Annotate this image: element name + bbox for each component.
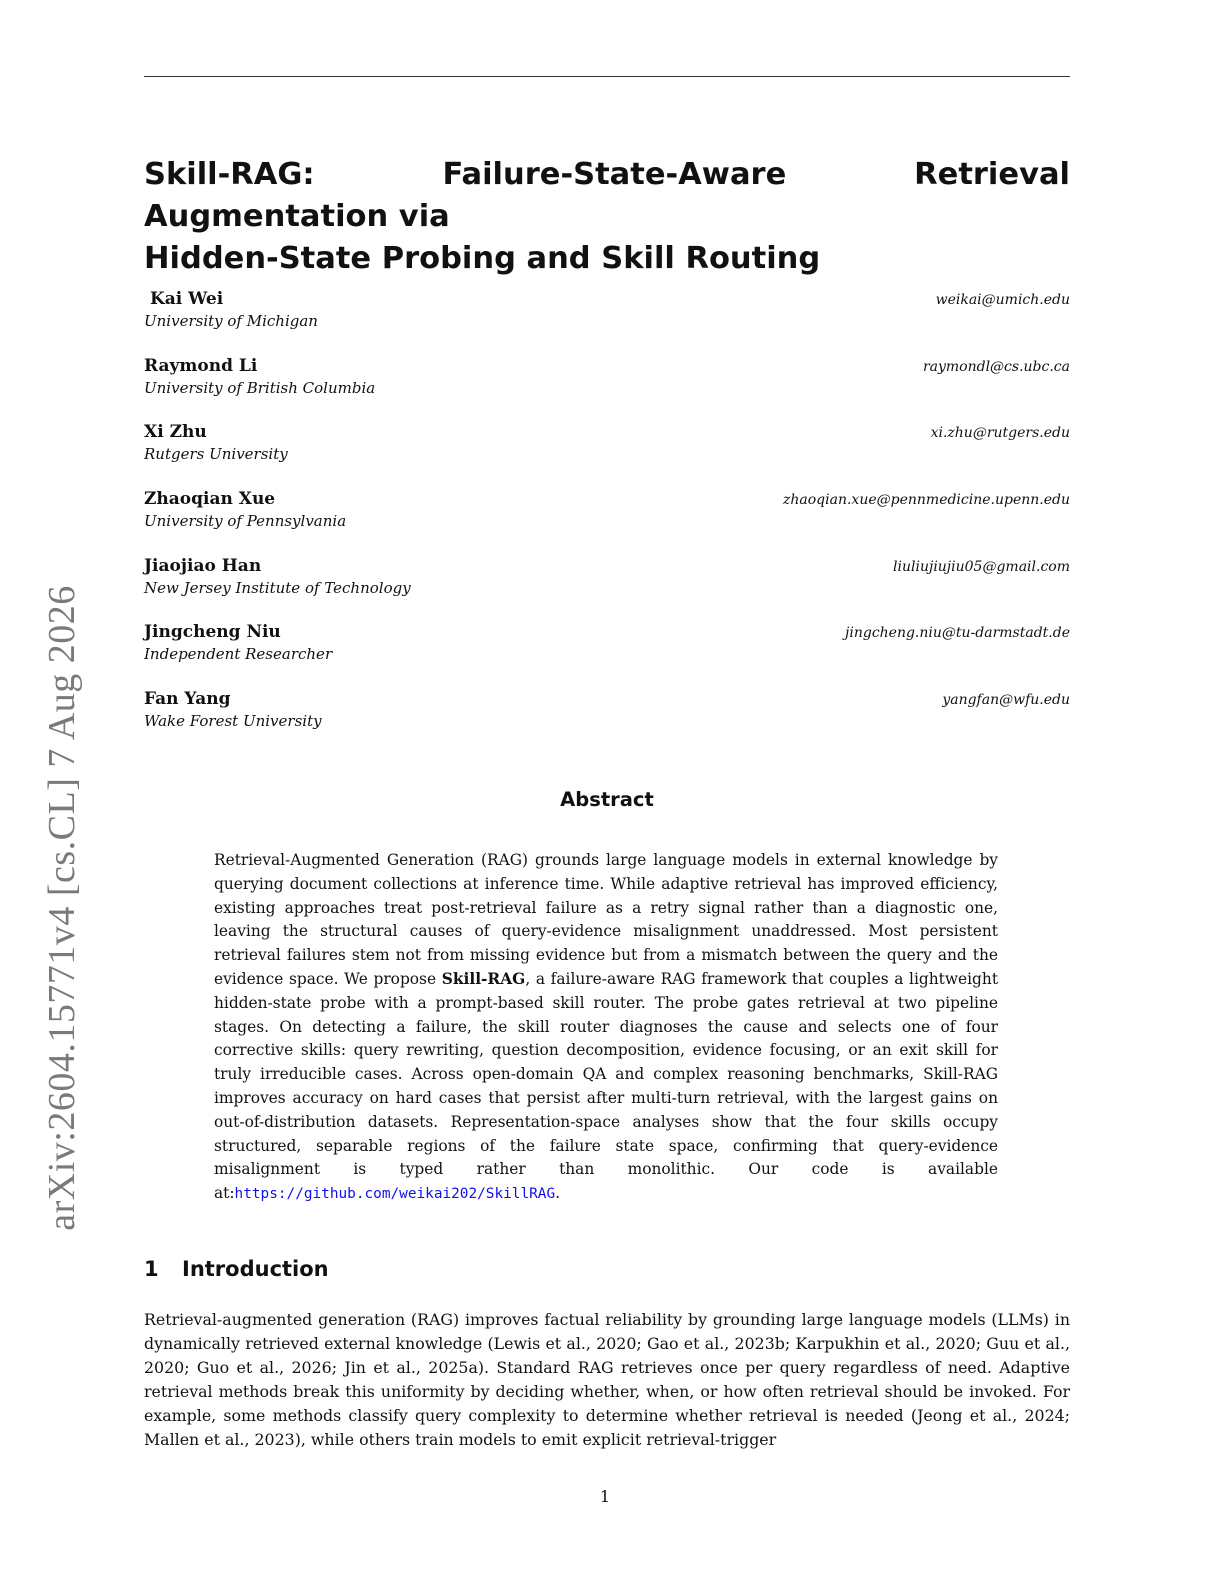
author-block (144, 421, 1070, 467)
author-email: jingcheng.niu@tu-darmstadt.de (845, 625, 1070, 641)
page-number: 1 (599, 1487, 611, 1506)
author-affiliation: University of British Columbia (144, 379, 376, 397)
author-email: raymondl@cs.ubc.ca (922, 359, 1070, 375)
abstract-text-part: , a failure-aware RAG framework that couples a lightweight hidden-state probe with a prompt-based skill router. The probe gates retrieval at two pipeline stages. On detecting a failure, the skill router diagnoses the cause and selects one of four corrective skills: query rewriting, question decomposition, evidence focusing, or an exit skill for truly irreducible cases. Across open-domain QA and complex reasoning benchmarks, Skill-RAG improves accuracy on hard cases that persist after multi-turn retrieval, with the largest gains on out-of-distribution datasets. Representation-space analyses show that the four skills occupy structured, separable regions of the failure state space, confirming that query-evidence misalignment is typed rather than monolithic. Our code is available at: (214, 969, 999, 1203)
author-affiliation: Rutgers University (144, 445, 288, 463)
section-heading-introduction (144, 1255, 329, 1283)
author-affiliation: Wake Forest University (144, 712, 322, 730)
abstract-text-end: . (555, 1184, 561, 1203)
author-email: yangfan@wfu.edu (942, 692, 1070, 708)
author-affiliation: New Jersey Institute of Technology (144, 579, 411, 597)
author-name: Raymond Li (144, 356, 258, 376)
author-email: weikai@umich.edu (935, 292, 1070, 308)
author-name: Kai Wei (150, 289, 224, 309)
author-name: Jingcheng Niu (144, 622, 281, 642)
section-title: Introduction (182, 1257, 329, 1281)
abstract-text (214, 849, 998, 1207)
author-email: xi.zhu@rutgers.edu (930, 425, 1070, 441)
top-rule (144, 76, 1070, 77)
arxiv-identifier-stamp: arXiv:2604.15771v4 [cs.CL] 7 Aug 2026 (41, 585, 83, 1231)
abstract-method-name: Skill-RAG (441, 969, 526, 988)
author-block (144, 688, 1070, 734)
section-number: 1 (144, 1257, 159, 1281)
author-email: liuliujiujiu05@gmail.com (893, 559, 1070, 575)
author-block (144, 555, 1070, 601)
abstract-heading: Abstract (560, 788, 654, 811)
author-name: Xi Zhu (144, 422, 207, 442)
author-block (144, 488, 1070, 534)
abstract-text-part: Retrieval-Augmented Generation (RAG) grounds large language models in external knowledge by querying document collections at inference time. While adaptive retrieval has improved efficiency, existing approaches treat post-retrieval failure as a retry signal rather than a diagnostic one, leaving the structural causes of query-evidence misalignment unaddressed. Most persistent retrieval failures stem not from missing evidence but from a mismatch between the query and the evidence space. We propose (214, 851, 998, 988)
author-affiliation: University of Pennsylvania (144, 512, 347, 530)
paper-title-line-2: Hidden-State Probing and Skill Routing (144, 241, 821, 276)
author-block (144, 621, 1070, 667)
paper-title-line-1: Skill-RAG: Failure-State-Aware Retrieval Augmentation via (144, 157, 1070, 234)
author-block (144, 288, 1070, 334)
author-name: Fan Yang (144, 689, 231, 709)
author-name: Jiaojiao Han (144, 556, 262, 576)
introduction-paragraph: Retrieval-augmented generation (RAG) improves factual reliability by grounding large language models (LLMs) in dynamically retrieved external knowledge (Lewis et al., 2020; Gao et al., 2023b; Karpukhin et al., 2020; Guu et al., 2020; Guo et al., 2026; Jin et al., 2025a). Standard RAG retrieves once per query regardless of need. Adaptive retrieval methods break this uniformity by deciding whether, when, or how often retrieval should be invoked. For example, some methods classify query complexity to determine whether retrieval is needed (Jeong et al., 2024; Mallen et al., 2023), while others train models to emit explicit retrieval-trigger (144, 1310, 1070, 1449)
author-block (144, 355, 1070, 401)
author-name: Zhaoqian Xue (144, 489, 276, 509)
author-affiliation: University of Michigan (144, 312, 318, 330)
code-repository-link[interactable]: https://github.com/weikai202/SkillRAG (234, 1186, 556, 1203)
author-email: zhaoqian.xue@pennmedicine.upenn.edu (783, 492, 1070, 508)
paper-title (144, 154, 1070, 280)
author-affiliation: Independent Researcher (144, 645, 333, 663)
